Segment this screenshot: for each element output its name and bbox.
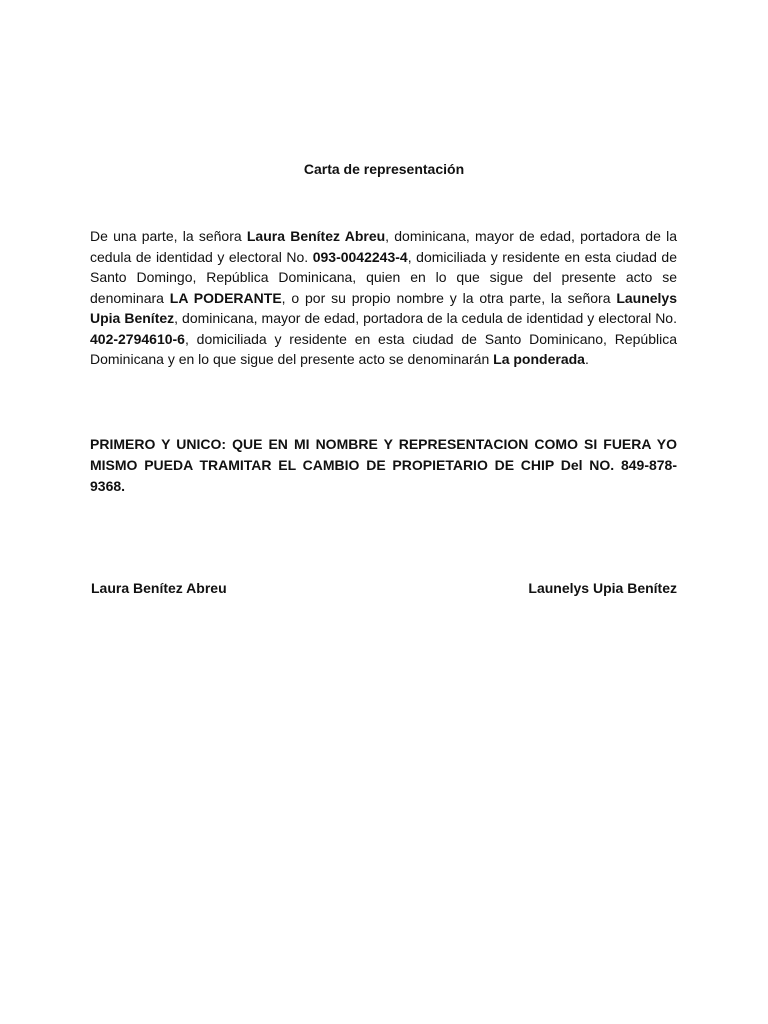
text-segment: , dominicana, mayor de edad, portadora de la cedula de identidad y electoral No. — [90, 228, 677, 265]
text-segment: De una parte, la señora — [90, 228, 247, 244]
paragraph-parties — [90, 226, 677, 370]
grantee-role: La ponderada — [493, 351, 585, 367]
grantor-role: LA PODERANTE — [169, 289, 282, 306]
grantor-id-number: 093-0042243-4 — [312, 248, 408, 265]
text-segment: . — [584, 351, 589, 367]
signature-left: Laura Benítez Abreu — [91, 580, 227, 596]
paragraph-clause: PRIMERO Y UNICO: QUE EN MI NOMBRE Y REPRESENTACION COMO SI FUERA YO MISMO PUEDA TRAMITAR EL CAMBIO DE PROPIETARIO DE CHIP Del NO. 849-878-9368. — [90, 436, 677, 494]
grantor-name: Laura Benítez Abreu — [246, 228, 386, 244]
signature-right: Launelys Upia Benítez — [528, 580, 677, 596]
text-segment: , domiciliada y residente en esta ciudad de Santo Domingo, República Dominicana, quien en lo que sigue del presente acto se denominara — [90, 248, 677, 306]
grantee-id-number: 402-2794610-6 — [90, 330, 185, 347]
document-title: Carta de representación — [303, 161, 465, 177]
text-segment: , domiciliada y residente en esta ciudad de Santo Dominicano, República Dominicana y en lo que sigue del presente acto se denominarán — [90, 330, 677, 367]
text-segment: , dominicana, mayor de edad, portadora de la cedula de identidad y electoral No. — [174, 310, 677, 326]
grantee-name: Launelys Upia Benítez — [90, 289, 678, 326]
text-segment: , o por su propio nombre y la otra parte, la señora — [281, 289, 617, 306]
